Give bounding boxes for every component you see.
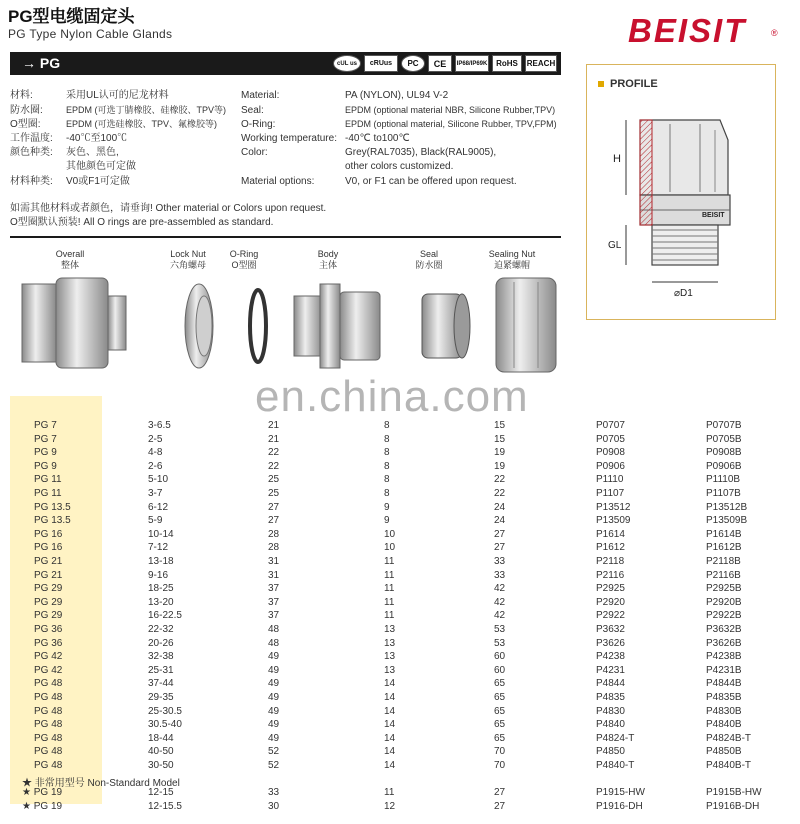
cell-spanner: 24 (494, 501, 506, 513)
cell-part-grey: P0908 (596, 447, 625, 459)
cell-thread: PG 13.5 (34, 501, 71, 513)
table-row (0, 502, 800, 516)
table-row (0, 542, 800, 556)
cell-part-grey: P0705 (596, 433, 625, 445)
cell-part-grey: P0707 (596, 420, 625, 431)
cell-thread: PG 21 (34, 569, 63, 581)
cell-part-grey: P3632 (596, 624, 625, 635)
cell-h: 25 (268, 474, 280, 486)
cell-clamping-range: 25-31 (148, 664, 174, 676)
cell-part-grey: P2920 (596, 596, 625, 608)
cell-spanner: 53 (494, 624, 506, 635)
table-row (0, 583, 800, 597)
cell-clamping-range: 13-20 (148, 596, 174, 608)
cell-thread: PG 29 (34, 583, 63, 595)
cell-h: 48 (268, 637, 280, 649)
cell-part-black: P2920B (706, 596, 742, 608)
product-mark: BEISIT (702, 212, 725, 219)
cell-part-grey: P13509 (596, 515, 631, 527)
cell-h: 49 (268, 705, 280, 717)
spec-value: EPDM (可选丁腈橡胶、硅橡胶、TPV等) (66, 105, 227, 115)
spec-key: 防水圈: (10, 105, 43, 116)
cell-h: 48 (268, 624, 280, 635)
spec-value: -40℃ to100℃ (345, 133, 410, 144)
cell-spanner: 42 (494, 596, 506, 608)
table-row (0, 746, 800, 760)
cell-spanner: 60 (494, 651, 506, 663)
cell-h: 25 (268, 488, 280, 499)
spec-key: 工作温度: (10, 133, 53, 144)
cell-thread: PG 11 (34, 488, 62, 499)
cell-part-black: P13509B (706, 515, 748, 527)
table-row (0, 556, 800, 570)
cell-part-grey: P4850 (596, 746, 625, 758)
cell-clamping-range: 22-32 (148, 624, 174, 635)
cell-clamping-range: 3-7 (148, 488, 163, 499)
cell-part-black: P1612B (706, 542, 742, 554)
cell-h: 37 (268, 610, 280, 622)
cell-clamping-range: 3-6.5 (148, 420, 171, 431)
cell-clamping-range: 40-50 (148, 746, 174, 758)
cell-part-black: P1915B-HW (706, 787, 762, 798)
cell-part-grey: P4840 (596, 719, 625, 731)
cell-part-grey: P1915-HW (596, 787, 645, 798)
cell-part-black: P1107B (706, 488, 741, 499)
cell-clamping-range: 12-15.5 (148, 800, 182, 812)
cell-part-grey: P2922 (596, 610, 625, 622)
spec-value: V0或F1可定做 (66, 176, 130, 187)
cert-badge: cUL us (333, 55, 361, 72)
cell-part-black: P4824B-T (706, 732, 752, 744)
cell-clamping-range: 32-38 (148, 651, 174, 663)
brand-logo: BEISIT (628, 12, 747, 49)
cell-thread: PG 16 (34, 528, 63, 540)
cell-h: 49 (268, 732, 280, 744)
cell-part-black: P4830B (706, 705, 742, 717)
cell-spanner: 22 (494, 474, 506, 486)
cell-gl: 11 (384, 610, 395, 622)
spec-key: Seal: (241, 105, 264, 116)
cell-part-grey: P1110 (596, 474, 624, 486)
spec-value: Grey(RAL7035), Black(RAL9005), (345, 147, 497, 158)
spec-value: 灰色、黑色, (66, 147, 119, 158)
cell-part-grey: P13512 (596, 501, 631, 513)
spec-value: EPDM (optional material, Silicone Rubber, TPV,FPM) (345, 119, 557, 129)
cell-h: 31 (268, 556, 280, 567)
page-title-cn: PG型电缆固定头 (8, 7, 135, 26)
cert-badge: IP68/IP69K (455, 55, 489, 72)
cell-clamping-range: 18-25 (148, 583, 174, 595)
cell-thread: PG 42 (34, 651, 63, 663)
cell-spanner: 33 (494, 569, 506, 581)
cell-part-grey: P4238 (596, 651, 625, 663)
cell-part-grey: P4824-T (596, 732, 635, 744)
cell-spanner: 27 (494, 528, 506, 540)
spec-value: 采用UL认可的尼龙材料 (66, 90, 169, 101)
cell-thread: PG 48 (34, 705, 63, 717)
cert-badge: PC (401, 55, 425, 72)
table-row (0, 488, 800, 502)
dim-h: H (613, 153, 621, 165)
cell-part-grey: P4844 (596, 678, 625, 690)
cell-gl: 13 (384, 651, 396, 663)
cell-clamping-range: 5-9 (148, 515, 163, 527)
spec-value: V0, or F1 can be offered upon request. (345, 176, 517, 187)
cell-h: 22 (268, 460, 280, 472)
table-row (0, 638, 800, 652)
watermark-text: en.china.com (255, 372, 529, 421)
table-row (0, 719, 800, 733)
cell-clamping-range: 6-12 (148, 501, 169, 513)
spec-value: PA (NYLON), UL94 V-2 (345, 90, 449, 101)
spec-key: 材料: (10, 90, 33, 101)
cell-part-black: P1110B (706, 474, 741, 486)
cell-thread: ★ PG 19 (22, 787, 63, 798)
cell-part-grey: P1614 (596, 528, 625, 540)
spec-value: -40℃至100℃ (66, 133, 128, 144)
table-row (0, 474, 800, 488)
cell-spanner: 27 (494, 542, 506, 554)
cell-h: 49 (268, 664, 280, 676)
cell-part-black: P3626B (706, 637, 742, 649)
cert-badge: cRUus (364, 55, 398, 72)
table-row (0, 529, 800, 543)
cert-badge: REACH (525, 55, 557, 72)
cell-h: 21 (268, 420, 280, 431)
spec-value: EPDM (可选硅橡胶、TPV、氟橡胶等) (66, 119, 218, 129)
page-title-en: PG Type Nylon Cable Glands (8, 27, 173, 41)
spec-value: 其他颜色可定做 (66, 161, 136, 172)
table-row (0, 570, 800, 584)
cell-part-black: P4850B (706, 746, 742, 758)
part-label-body: Body 主体 (317, 249, 339, 270)
spec-value: EPDM (optional material NBR, Silicone Rubber,TPV) (345, 105, 556, 115)
cell-thread: PG 29 (34, 610, 63, 622)
cell-gl: 11 (384, 556, 395, 567)
part-label-sealing-nut: Sealing Nut 迫紧螺帽 (488, 249, 536, 270)
cell-clamping-range: 13-18 (148, 556, 174, 567)
spec-key: Material options: (241, 176, 315, 187)
cell-gl: 8 (384, 474, 390, 486)
cell-gl: 11 (384, 569, 395, 581)
cell-part-black: P4238B (706, 651, 742, 663)
dim-d1: ⌀D1 (674, 288, 693, 299)
cell-clamping-range: 30-50 (148, 760, 174, 771)
cell-spanner: 15 (494, 433, 506, 445)
cell-h: 27 (268, 515, 280, 527)
cell-part-black: P13512B (706, 501, 748, 513)
spec-key: 颜色种类: (10, 147, 53, 158)
cell-spanner: 33 (494, 556, 506, 567)
cell-thread: PG 48 (34, 760, 63, 771)
cell-gl: 14 (384, 678, 396, 690)
cell-gl: 8 (384, 488, 390, 499)
cell-thread: PG 21 (34, 556, 63, 567)
cell-part-grey: P3626 (596, 637, 625, 649)
part-label-overall: Overall 整体 (55, 249, 85, 270)
cert-badge: CE (428, 55, 452, 72)
cell-spanner: 19 (494, 460, 506, 472)
cell-clamping-range: 29-35 (148, 692, 174, 703)
cell-thread: PG 29 (34, 596, 63, 608)
cell-spanner: 65 (494, 732, 506, 744)
dim-gl: GL (608, 240, 622, 251)
cell-thread: PG 36 (34, 637, 63, 649)
cell-gl: 10 (384, 542, 396, 554)
cell-spanner: 60 (494, 664, 506, 676)
spec-key: Color: (241, 147, 268, 158)
table-row (0, 597, 800, 611)
cell-part-black: P0705B (706, 433, 742, 445)
cell-gl: 11 (384, 787, 395, 798)
cell-gl: 9 (384, 501, 390, 513)
cell-part-black: P2116B (706, 569, 741, 581)
cell-h: 30 (268, 800, 280, 812)
cell-gl: 13 (384, 624, 396, 635)
cell-part-black: P4844B (706, 678, 742, 690)
cell-h: 22 (268, 447, 280, 459)
cell-part-grey: P1107 (596, 488, 625, 499)
cell-thread: PG 13.5 (34, 515, 71, 527)
cell-part-black: P3632B (706, 624, 742, 635)
cell-h: 52 (268, 760, 280, 771)
cert-badge: RoHS (492, 55, 522, 72)
cell-spanner: 15 (494, 420, 506, 431)
cell-part-grey: P0906 (596, 460, 625, 472)
cell-thread: PG 48 (34, 719, 63, 731)
cell-part-grey: P2925 (596, 583, 625, 595)
cell-h: 49 (268, 719, 280, 731)
cell-clamping-range: 20-26 (148, 637, 174, 649)
cell-clamping-range: 37-44 (148, 678, 174, 690)
cell-spanner: 53 (494, 637, 506, 649)
cell-part-black: P4840B (706, 719, 742, 731)
cell-spanner: 19 (494, 447, 506, 459)
cell-part-grey: P1916-DH (596, 800, 643, 812)
table-row (0, 801, 800, 815)
table-row (0, 515, 800, 529)
table-row (0, 787, 800, 801)
cell-h: 28 (268, 528, 280, 540)
cell-h: 28 (268, 542, 280, 554)
cell-spanner: 70 (494, 746, 506, 758)
table-row (0, 420, 800, 434)
cell-gl: 8 (384, 420, 390, 431)
spec-value: other colors customized. (345, 161, 454, 172)
cell-spanner: 27 (494, 800, 506, 812)
cell-gl: 14 (384, 760, 396, 771)
cell-spanner: 42 (494, 583, 506, 595)
cell-spanner: 65 (494, 678, 506, 690)
cell-part-grey: P4830 (596, 705, 625, 717)
cell-gl: 12 (384, 800, 396, 812)
note-line: 如需其他材料或者颜色，请垂询! Other material or Colors upon request. (10, 203, 327, 214)
table-row (0, 678, 800, 692)
cell-gl: 14 (384, 746, 396, 758)
cell-clamping-range: 10-14 (148, 528, 174, 540)
part-label-o-ring: O-Ring O型圈 (229, 249, 259, 270)
cell-clamping-range: 30.5-40 (148, 719, 182, 731)
spec-key: Working temperature: (241, 133, 337, 144)
cell-part-grey: P1612 (596, 542, 625, 554)
cell-part-black: P1614B (706, 528, 742, 540)
cell-thread: PG 9 (34, 447, 57, 459)
cell-part-black: P0908B (706, 447, 742, 459)
cell-gl: 14 (384, 732, 396, 744)
cell-gl: 14 (384, 705, 396, 717)
cell-clamping-range: 9-16 (148, 569, 169, 581)
cell-part-black: P4840B-T (706, 760, 752, 771)
cell-gl: 13 (384, 664, 396, 676)
cell-spanner: 22 (494, 488, 506, 499)
cell-gl: 14 (384, 719, 396, 731)
cell-h: 37 (268, 583, 280, 595)
cell-part-black: P2922B (706, 610, 742, 622)
spec-key: 材料种类: (10, 176, 53, 187)
table-row (0, 610, 800, 624)
cell-spanner: 42 (494, 610, 506, 622)
cell-h: 31 (268, 569, 280, 581)
cell-spanner: 24 (494, 515, 506, 527)
cell-gl: 10 (384, 528, 396, 540)
cell-clamping-range: 2-6 (148, 460, 163, 472)
non-standard-label: ★ 非常用型号 Non-Standard Model (22, 778, 180, 789)
table-row (0, 760, 800, 774)
cell-clamping-range: 5-10 (148, 474, 169, 486)
table-row (0, 665, 800, 679)
cell-thread: PG 16 (34, 542, 63, 554)
note-line: O型圈默认预装! All O rings are pre-assembled as standard. (10, 217, 274, 228)
cell-spanner: 65 (494, 692, 506, 703)
cell-clamping-range: 4-8 (148, 447, 163, 459)
cell-gl: 11 (384, 583, 395, 595)
cell-h: 49 (268, 651, 280, 663)
cell-part-black: P0906B (706, 460, 742, 472)
spec-key: O-Ring: (241, 119, 276, 130)
cell-clamping-range: 7-12 (148, 542, 169, 554)
cell-thread: ★ PG 19 (22, 800, 63, 812)
cell-part-black: P2118B (706, 556, 741, 567)
profile-title: PROFILE (610, 78, 658, 90)
cell-thread: PG 48 (34, 692, 63, 703)
cell-part-grey: P4840-T (596, 760, 635, 771)
cell-thread: PG 11 (34, 474, 62, 486)
cell-part-grey: P2116 (596, 569, 625, 581)
cell-thread: PG 48 (34, 746, 63, 758)
table-row (0, 434, 800, 448)
cell-part-grey: P4835 (596, 692, 625, 703)
cell-h: 49 (268, 678, 280, 690)
cell-gl: 8 (384, 447, 390, 459)
cell-gl: 8 (384, 433, 390, 445)
cell-clamping-range: 12-15 (148, 787, 174, 798)
cell-part-black: P4231B (706, 664, 742, 676)
cell-thread: PG 36 (34, 624, 63, 635)
cell-part-black: P1916B-DH (706, 800, 760, 812)
cell-h: 21 (268, 433, 280, 445)
cell-part-grey: P4231 (596, 664, 625, 676)
cell-clamping-range: 2-5 (148, 433, 163, 445)
section-label: → PG (22, 55, 61, 71)
cell-part-black: P2925B (706, 583, 742, 595)
table-row (0, 461, 800, 475)
cell-h: 27 (268, 501, 280, 513)
table-row (0, 706, 800, 720)
cell-part-grey: P2118 (596, 556, 625, 567)
cell-thread: PG 48 (34, 732, 63, 744)
cell-part-black: P4835B (706, 692, 742, 703)
table-row (0, 447, 800, 461)
table-row (0, 651, 800, 665)
table-row (0, 624, 800, 638)
cell-gl: 14 (384, 692, 396, 703)
cell-gl: 9 (384, 515, 390, 527)
cell-thread: PG 48 (34, 678, 63, 690)
cell-thread: PG 42 (34, 664, 63, 676)
cell-clamping-range: 18-44 (148, 732, 174, 744)
cell-thread: PG 7 (34, 420, 57, 431)
cell-h: 52 (268, 746, 280, 758)
cell-gl: 8 (384, 460, 390, 472)
cell-part-black: P0707B (706, 420, 742, 431)
cell-h: 49 (268, 692, 280, 703)
cell-spanner: 65 (494, 705, 506, 717)
table-row (0, 733, 800, 747)
cell-thread: PG 9 (34, 460, 57, 472)
part-label-lock-nut: Lock Nut 六角螺母 (169, 249, 206, 270)
cell-spanner: 27 (494, 787, 506, 798)
cell-thread: PG 7 (34, 433, 57, 445)
cell-h: 37 (268, 596, 280, 608)
registered-mark: ® (771, 28, 778, 38)
cell-gl: 13 (384, 637, 396, 649)
cell-h: 33 (268, 787, 280, 798)
spec-key: Material: (241, 90, 280, 101)
part-label-seal: Seal 防水圈 (415, 249, 443, 270)
table-row (0, 692, 800, 706)
cell-spanner: 70 (494, 760, 506, 771)
spec-key: O型圈: (10, 119, 41, 130)
cell-clamping-range: 16-22.5 (148, 610, 182, 622)
cell-clamping-range: 25-30.5 (148, 705, 182, 717)
cell-gl: 11 (384, 596, 395, 608)
cell-spanner: 65 (494, 719, 506, 731)
